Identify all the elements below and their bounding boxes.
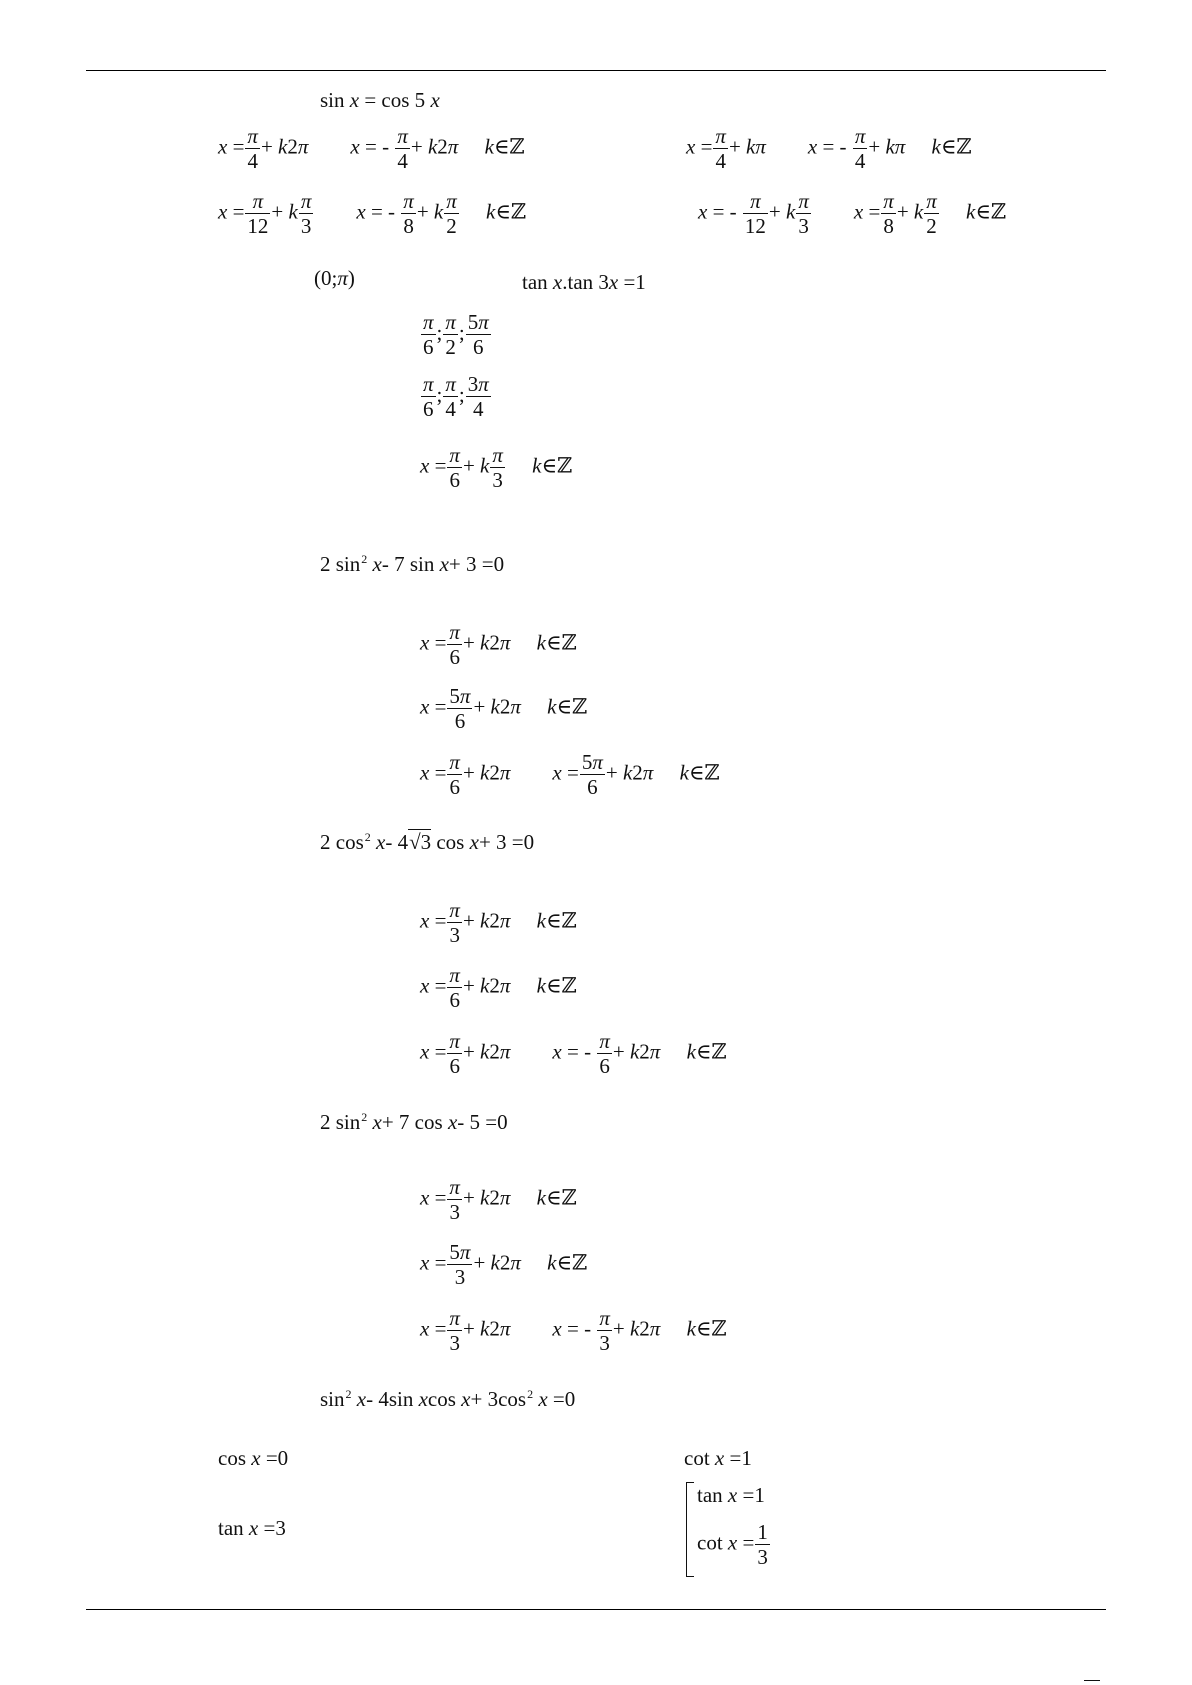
q2-interval: (0;π) <box>314 266 355 290</box>
q6-cot-one: cot x =1 <box>684 1446 752 1470</box>
q5-option-a: x = $\frac{\pi}{3}$ + k2π k∈ℤ <box>420 1175 577 1224</box>
q4-equation: 2 $\cos^2 x-$ 4√3 cos x+ 3 =0 <box>320 830 535 854</box>
q1-equation: sin x = cos 5 x <box>320 88 440 112</box>
q6-system-bracket <box>686 1482 694 1577</box>
q2-option-b: $\frac{\pi}{6}$ ; $\frac{\pi}{4}$ ; $\frac{3\pi}{4}$ <box>423 372 489 421</box>
q5-option-c: x = $\frac{\pi}{3}$ + k2π x = - $\frac{\pi}{3}$ + k2π k∈ℤ <box>420 1306 727 1355</box>
q6-cot-one-third: cot x = $\frac{1}{3}$ <box>697 1520 768 1569</box>
q6-tan-three: tan x =3 <box>218 1516 286 1540</box>
footer-rule <box>86 1609 1106 1610</box>
q1-option-a: x = $\frac{\pi}{4}$ + k2π x = - $\frac{\pi}{4}$ + k2π k∈ℤ <box>218 124 525 173</box>
q3-option-b: x = $\frac{5\pi}{6}$ + k2π k∈ℤ <box>420 684 588 733</box>
q6-cos-zero: cos x =0 <box>218 1446 289 1470</box>
q2-option-c: x = $\frac{\pi}{6}$ + k $\frac{\pi}{3}$ k∈ℤ <box>420 443 573 492</box>
q2-equation: tan x.tan 3x =1 <box>522 270 646 294</box>
q3-equation: 2 $\sin^2 x-$ 7 sin x+ 3 =0 <box>320 552 505 576</box>
q5-equation: 2 $\sin^2 x+ 7$ cos x- 5 =0 <box>320 1110 508 1134</box>
q3-option-c: x = $\frac{\pi}{6}$ + k2π x = $\frac{5\pi}{6}$ + k2π k∈ℤ <box>420 750 720 799</box>
q4-option-c: x = $\frac{\pi}{6}$ + k2π x = - $\frac{\pi}{6}$ + k2π k∈ℤ <box>420 1029 727 1078</box>
q6-tan-one: tan x =1 <box>697 1483 765 1507</box>
header-rule <box>86 70 1106 71</box>
page-corner-mark <box>1084 1680 1100 1685</box>
q6-equation: $\sin^2 x-$ 4sin xcos $x+ 3\cos^2$ x =0 <box>320 1387 576 1411</box>
q1-option-b: x = $\frac{\pi}{4}$ + kπ x = - $\frac{\pi}{4}$ + kπ k∈ℤ <box>686 124 972 173</box>
q1-option-d: x = - $\frac{\pi}{12}$ + k $\frac{\pi}{3}$ x = $\frac{\pi}{8}$ + k $\frac{\pi}{2}$ k∈ℤ <box>698 189 1007 238</box>
q4-option-a: x = $\frac{\pi}{3}$ + k2π k∈ℤ <box>420 898 577 947</box>
q1-option-c: x = $\frac{\pi}{12}$ + k $\frac{\pi}{3}$ x = - $\frac{\pi}{8}$ + k $\frac{\pi}{2}$ k∈ℤ <box>218 189 527 238</box>
q5-option-b: x = $\frac{5\pi}{3}$ + k2π k∈ℤ <box>420 1240 588 1289</box>
q2-option-a: $\frac{\pi}{6}$ ; $\frac{\pi}{2}$ ; $\frac{5\pi}{6}$ <box>423 310 489 359</box>
q4-option-b: x = $\frac{\pi}{6}$ + k2π k∈ℤ <box>420 963 577 1012</box>
q3-option-a: x = $\frac{\pi}{6}$ + k2π k∈ℤ <box>420 620 577 669</box>
